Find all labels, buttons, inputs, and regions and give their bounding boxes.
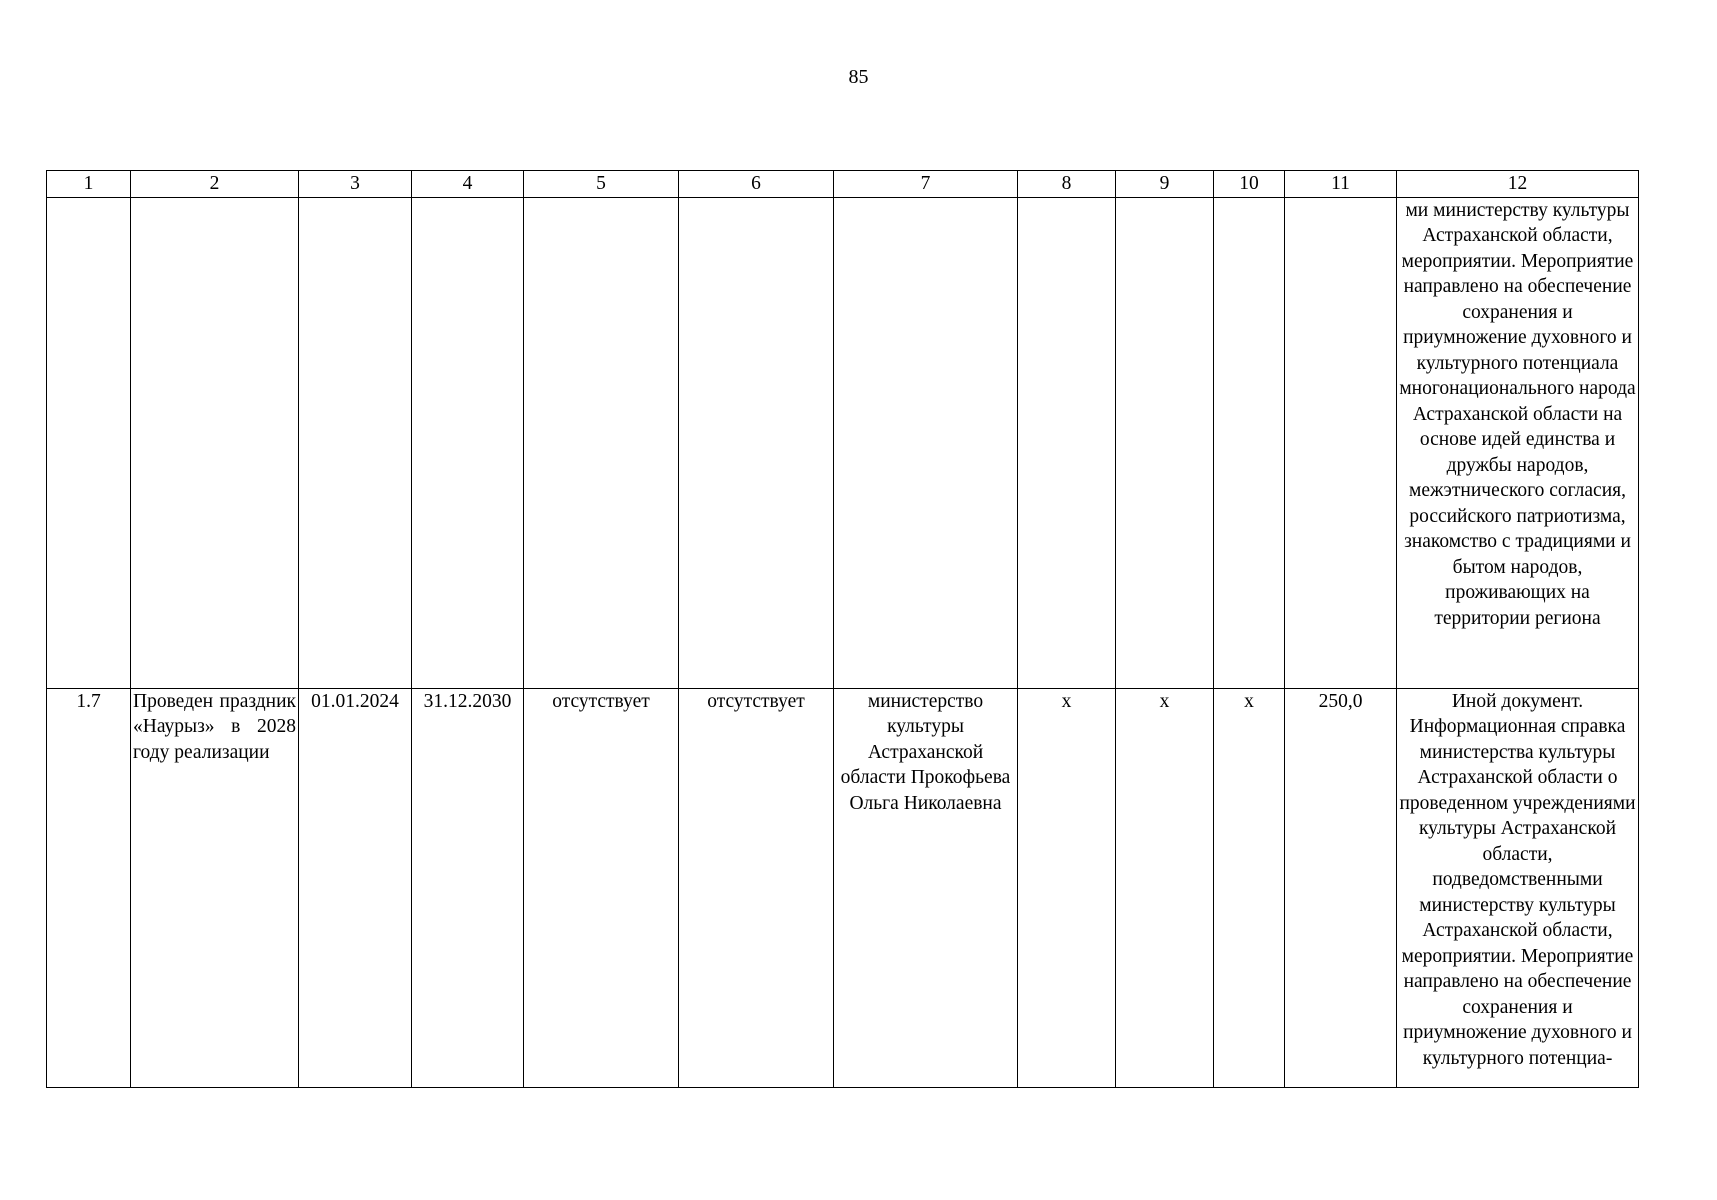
column-header: 10	[1214, 171, 1285, 198]
cell-col9: x	[1116, 688, 1214, 1087]
data-table	[46, 170, 1639, 1088]
cell-col5: отсутствует	[524, 688, 679, 1087]
page-number: 85	[848, 66, 869, 88]
event-name: Проведен праздник «Наурыз» в 2028 году реализации	[131, 688, 299, 1087]
end-date: 31.12.2030	[412, 688, 524, 1087]
table-cell	[299, 197, 412, 688]
column-header: 1	[47, 171, 131, 198]
table-cell-document-continued: ми министерству культуры Астраханской области, мероприятии. Мероприятие направлено на обеспечение сохранения и приумножение духовного и культурного потенциала многонационального народа Астраханской области на основе идей единства и дружбы народов, межэтнического согласия, российского патриотизма, знакомство с традициями и бытом народов, проживающих на территории региона	[1397, 197, 1639, 688]
table-cell	[679, 197, 834, 688]
table-row-continuation	[47, 197, 1639, 688]
column-header: 5	[524, 171, 679, 198]
table-cell	[47, 197, 131, 688]
table-cell	[1116, 197, 1214, 688]
table-cell	[524, 197, 679, 688]
column-header: 2	[131, 171, 299, 198]
table-cell	[834, 197, 1018, 688]
cell-col8: x	[1018, 688, 1116, 1087]
column-header: 3	[299, 171, 412, 198]
table-cell	[131, 197, 299, 688]
column-header: 4	[412, 171, 524, 198]
responsible-person: министерство культуры Астраханской области Прокофьева Ольга Николаевна	[834, 688, 1018, 1087]
column-header: 7	[834, 171, 1018, 198]
start-date: 01.01.2024	[299, 688, 412, 1087]
column-header: 12	[1397, 171, 1639, 198]
column-header: 6	[679, 171, 834, 198]
table-cell	[1285, 197, 1397, 688]
table-cell	[1018, 197, 1116, 688]
column-header: 11	[1285, 171, 1397, 198]
column-header: 8	[1018, 171, 1116, 198]
cell-col11-amount: 250,0	[1285, 688, 1397, 1087]
table-cell	[1214, 197, 1285, 688]
table-cell-document: Иной документ. Информационная справка министерства культуры Астраханской области о проведенном учреждениями культуры Астраханской области, подведомственными министерству культуры Астраханской области, мероприятии. Мероприятие направлено на обеспечение сохранения и приумножение духовного и культурного потенциа-	[1397, 688, 1639, 1087]
table-row	[47, 688, 1639, 1087]
cell-col10: x	[1214, 688, 1285, 1087]
row-number: 1.7	[47, 688, 131, 1087]
table-header-row	[47, 171, 1639, 198]
cell-col6: отсутствует	[679, 688, 834, 1087]
table-cell	[412, 197, 524, 688]
column-header: 9	[1116, 171, 1214, 198]
